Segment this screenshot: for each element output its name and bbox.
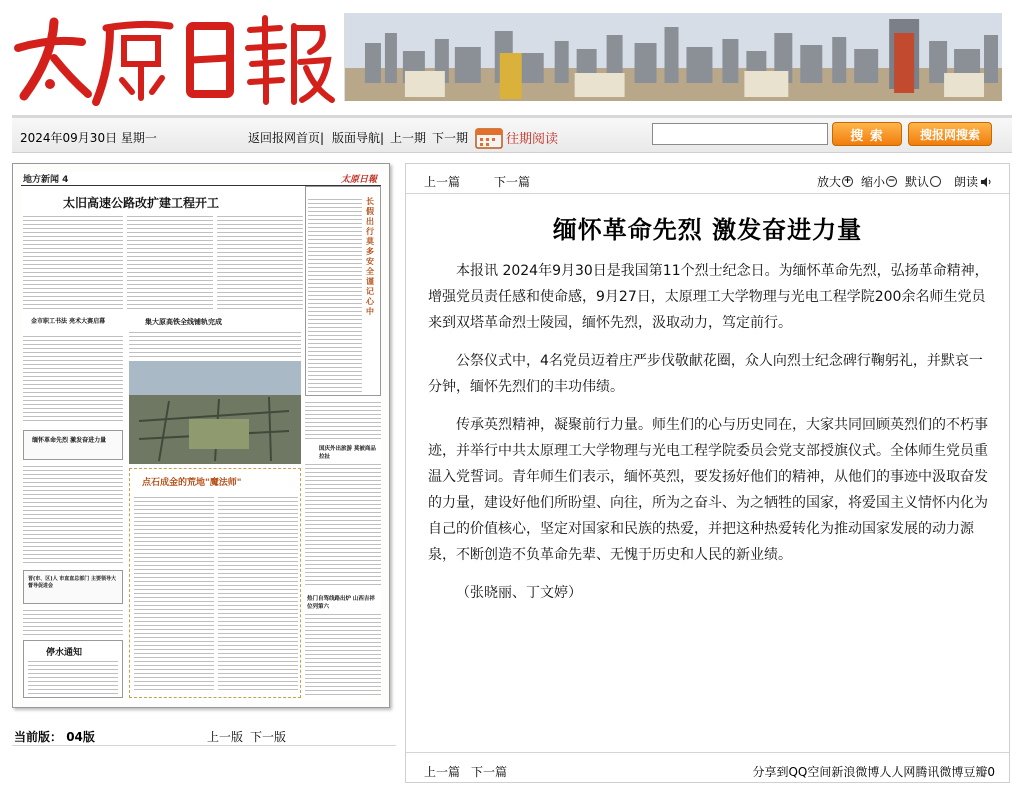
zoom-out-button[interactable] [861,173,897,190]
newspaper-logo[interactable] [10,8,340,108]
thumb-column [129,330,301,358]
thumb-column [305,400,381,440]
issue-date: 2024年09月30日 星期一 [20,131,157,145]
thumb-headline: 停水通知 [46,648,83,658]
calligraphy-logo-icon [10,8,340,108]
city-skyline-icon [345,13,1002,101]
article-paragraph: 本报讯 2024年9月30日是我国第11个烈士纪念日。为缅怀革命先烈，弘扬革命精神，增强党员责任感和使命感，9月27日，太原理工大学物理与光电工程学院200余名师生党员来到双塔革命烈士陵园，缅怀先烈，汲取动力，笃定前行。 [428,263,989,331]
archive-label: 往期阅读 [506,131,559,147]
thumb-column [127,214,213,309]
thumb-column [23,334,123,424]
thumb-headline: 缅怀革命先烈 激发奋进力量 [32,437,107,444]
current-page-indicator [14,728,95,745]
site-search-button-label: 搜报网搜索 [919,127,980,142]
thumb-column [217,214,303,309]
thumb-headline: 点石成金的荒地"魔法师" [142,478,242,488]
article-panel [405,163,1010,783]
default-size-label: 默认 [905,175,930,189]
thumb-headline[interactable]: 国庆外出旅游 莫被商品拉扯 [319,446,376,460]
prev-page-link[interactable]: 上一版 [207,730,244,744]
city-banner-image [344,13,1002,101]
thumb-headline: 长假出行莫多 安全谨记心中 [366,197,374,316]
page-mini-logo: 太原日報 [340,175,377,185]
archive-button[interactable] [474,123,558,151]
page-section-label: 地方新闻 4 [23,175,69,185]
read-aloud-label: 朗读 [954,175,979,189]
thumb-headline[interactable]: 金市职工书法 亮术大赛启幕 [31,318,106,325]
current-page-value: 04版 [66,730,95,744]
search-input[interactable] [652,123,828,145]
masthead [0,0,1024,112]
read-aloud-button[interactable] [954,173,992,190]
prev-issue-link[interactable]: 上一期 [390,131,427,145]
article-footer [406,752,1009,782]
default-size-button[interactable] [905,173,941,190]
thumb-column [305,462,381,588]
bottom-next-article-link[interactable]: 下一篇 [471,765,508,779]
divider [12,745,396,746]
zoom-in-icon: + [843,176,852,186]
bottom-prev-article-link[interactable]: 上一篇 [424,765,461,779]
thumb-headline-box[interactable] [23,430,123,460]
article-paragraph: 传承英烈精神，凝聚前行力量。师生们的心与历史同在，大家共同回顾英烈们的不朽事迹，并举行中共太原理工大学物理与光电工程学院委员会党支部授旗仪式。全体师生党员重温入党誓词。青年师生们表示，缅怀英烈，要发扬好他们的精神，从他们的事迹中汲取奋发的力量，建设好他们所盼望、向往，所为之奋斗、为之牺牲的国家，将爱国主义情怀内化为自己的价值核心，坚定对国家和民族的热爱，并把这种热爱转化为推动国家发展的动力源泉，不断创造不负革命先辈、无愧于历史和人民的新业绩。 [428,417,988,563]
thumb-photo [129,361,301,464]
zoom-out-icon: − [887,176,896,186]
thumb-feature-box[interactable] [129,468,301,698]
speaker-icon [980,176,992,188]
thumb-column [134,495,214,690]
layout-nav-link[interactable]: 版面导航| [332,131,385,145]
page-thumbnail-panel [12,163,390,708]
calendar-icon [474,125,504,149]
article-byline: （张晓丽、丁文婷） [456,585,582,601]
thumb-headline[interactable]: 集大原高铁全线铺轨完成 [145,318,222,326]
prev-article-link[interactable]: 上一篇 [424,175,461,189]
next-page-link[interactable]: 下一版 [250,730,287,744]
zoom-out-label: 缩小 [861,175,886,189]
article-paragraph: 公祭仪式中，4名党员迈着庄严步伐敬献花圈，众人向烈士纪念碑行鞠躬礼，并默哀一分钟，缅怀先烈们的丰功伟绩。 [428,353,983,395]
article-title: 缅怀革命先烈 激发奋进力量 [552,216,863,244]
search-button-label: 搜 索 [850,128,884,144]
next-issue-link[interactable]: 下一期 [432,131,469,145]
zoom-in-button[interactable] [817,173,853,190]
current-page-label: 当前版： [14,730,63,744]
thumb-headline-box[interactable] [23,570,123,604]
radio-circle-icon [930,176,941,187]
thumb-headline[interactable]: 热门自驾线路出炉 山西吉祥位列第六 [307,596,375,610]
thumb-column [23,464,123,564]
newspaper-page-image[interactable] [21,172,381,700]
page-header [21,172,381,186]
thumb-headline[interactable]: 太旧高速公路改扩建工程开工 [63,196,220,210]
thumb-column [308,197,362,393]
thumb-notice-box[interactable] [23,640,123,698]
article-toolbar [406,164,1009,194]
thumb-column [218,495,298,690]
next-article-link[interactable]: 下一篇 [494,175,531,189]
search-button[interactable] [832,122,902,146]
thumb-column [23,214,123,309]
thumb-side-column[interactable] [305,186,381,396]
thumb-column [28,659,118,695]
thumb-headline: 晋(市、区)人 市直直总部门 主要领导大督导促进会 [28,576,117,589]
home-link[interactable]: 返回报网首页| [248,131,325,145]
site-search-button[interactable] [908,122,992,146]
thumb-column [23,608,123,636]
share-links[interactable]: 分享到QQ空间新浪微博人人网腾讯微博豆瓣0 [752,765,995,779]
article-body [428,258,994,618]
toolbar [12,115,1012,153]
zoom-in-label: 放大 [817,175,842,189]
thumb-column [305,612,381,698]
